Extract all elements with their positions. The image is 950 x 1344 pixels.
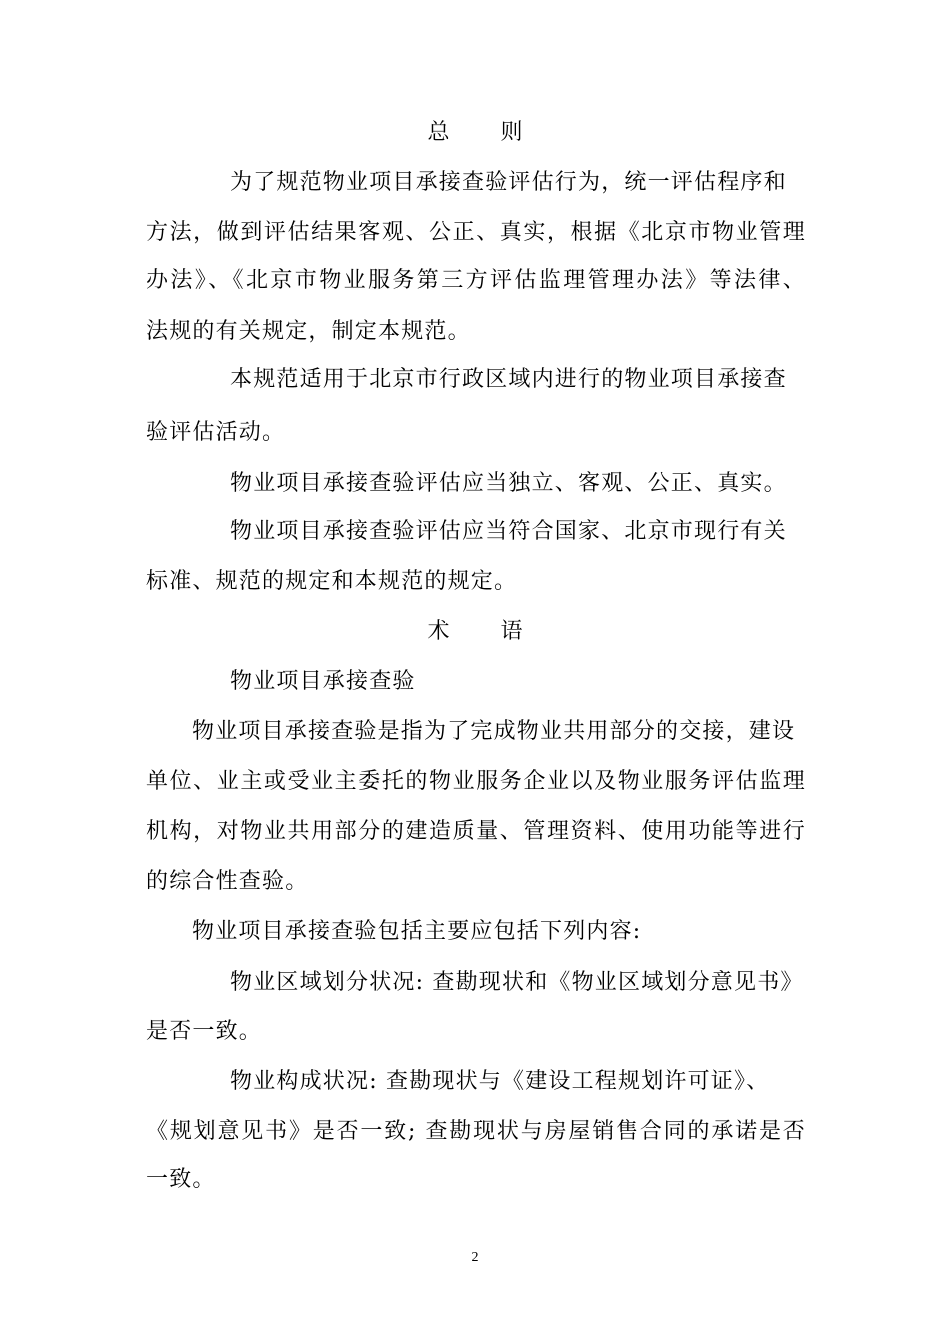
section-title-terms: 术 语 [427, 619, 545, 644]
paragraph-line: 标准、规范的规定和本规范的规定。 [146, 569, 518, 594]
section-title-general: 总 则 [427, 120, 545, 145]
paragraph-line: 物业项目承接查验包括主要应包括下列内容: [192, 919, 642, 944]
paragraph-line: 一致。 [146, 1167, 216, 1192]
paragraph-line: 物业项目承接查验是指为了完成物业共用部分的交接，建设 [192, 719, 796, 744]
paragraph-line: 是否一致。 [146, 1019, 263, 1044]
paragraph-line: 物业项目承接查验评估应当符合国家、北京市现行有关 [230, 519, 787, 544]
paragraph-line: 物业项目承接查验评估应当独立、客观、公正、真实。 [230, 471, 787, 496]
paragraph-line: 为了规范物业项目承接查验评估行为，统一评估程序和 [230, 170, 787, 195]
paragraph-line: 验评估活动。 [146, 420, 286, 445]
paragraph-line: 本规范适用于北京市行政区域内进行的物业项目承接查 [230, 367, 787, 392]
paragraph-line: 办法》、《北京市物业服务第三方评估监理管理办法》等法律、 [146, 268, 806, 293]
page-number: 2 [471, 1250, 479, 1265]
paragraph-line: 《规划意见书》是否一致; 查勘现状与房屋销售合同的承诺是否 [146, 1119, 806, 1144]
paragraph-line: 的综合性查验。 [146, 869, 309, 894]
paragraph-line: 单位、业主或受业主委托的物业服务企业以及物业服务评估监理 [146, 769, 806, 794]
paragraph-line: 物业区域划分状况: 查勘现状和《物业区域划分意见书》 [230, 970, 804, 995]
paragraph-line: 方法，做到评估结果客观、公正、真实，根据《北京市物业管理 [146, 220, 806, 245]
paragraph-line: 机构，对物业共用部分的建造质量、管理资料、使用功能等进行 [146, 819, 806, 844]
term-name: 物业项目承接查验 [230, 669, 416, 694]
paragraph-line: 法规的有关规定，制定本规范。 [146, 319, 471, 344]
paragraph-line: 物业构成状况: 查勘现状与《建设工程规划许可证》、 [230, 1069, 770, 1094]
